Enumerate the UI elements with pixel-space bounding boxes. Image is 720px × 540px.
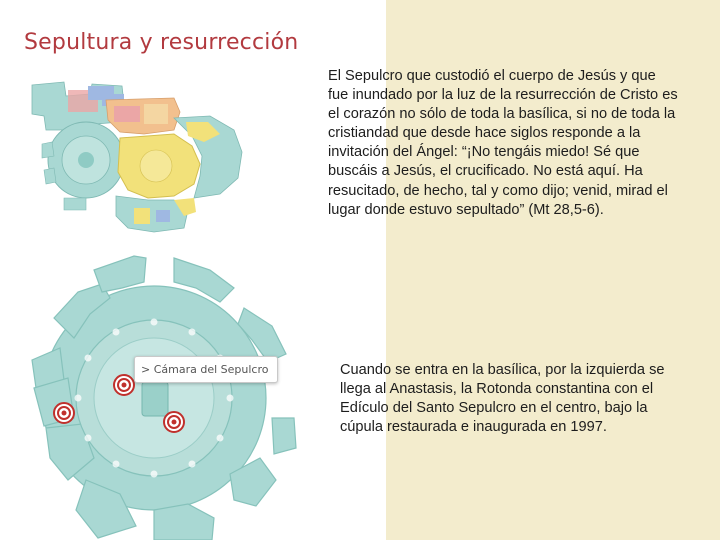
target-icon[interactable] xyxy=(164,412,184,432)
target-icon[interactable] xyxy=(54,403,74,423)
plan-shapes xyxy=(32,82,242,232)
rotunda-detail-plan xyxy=(24,248,334,540)
target-icon[interactable] xyxy=(114,375,134,395)
description-paragraph-1: El Sepulcro que custodió el cuerpo de Jesús y que fue inundado por la luz de la resurrección de Cristo es el corazón no sólo de toda la basílica, si no de toda la cristiandad que desde hace siglos responde a la invitación del Ángel: “¡No tengáis miedo! Sé que buscáis a Jesús, el crucificado. No está aquí. Ha resucitado, de hecho, tal y como dijo; venid, mirad el lugar donde estuvo sepultado” (Mt 28,5-6). xyxy=(328,68,678,218)
slide-title: Sepultura y resurrección xyxy=(24,30,299,55)
basilica-floor-plan xyxy=(24,60,324,245)
sepulchre-chamber-label[interactable]: > Cámara del Sepulcro xyxy=(134,356,278,383)
description-paragraph-2: Cuando se entra en la basílica, por la izquierda se llega al Anastasis, la Rotonda constantina con el Edículo del Santo Sepulcro en el centro, bajo la cúpula restaurada e inaugurada en 1997. xyxy=(340,362,665,436)
